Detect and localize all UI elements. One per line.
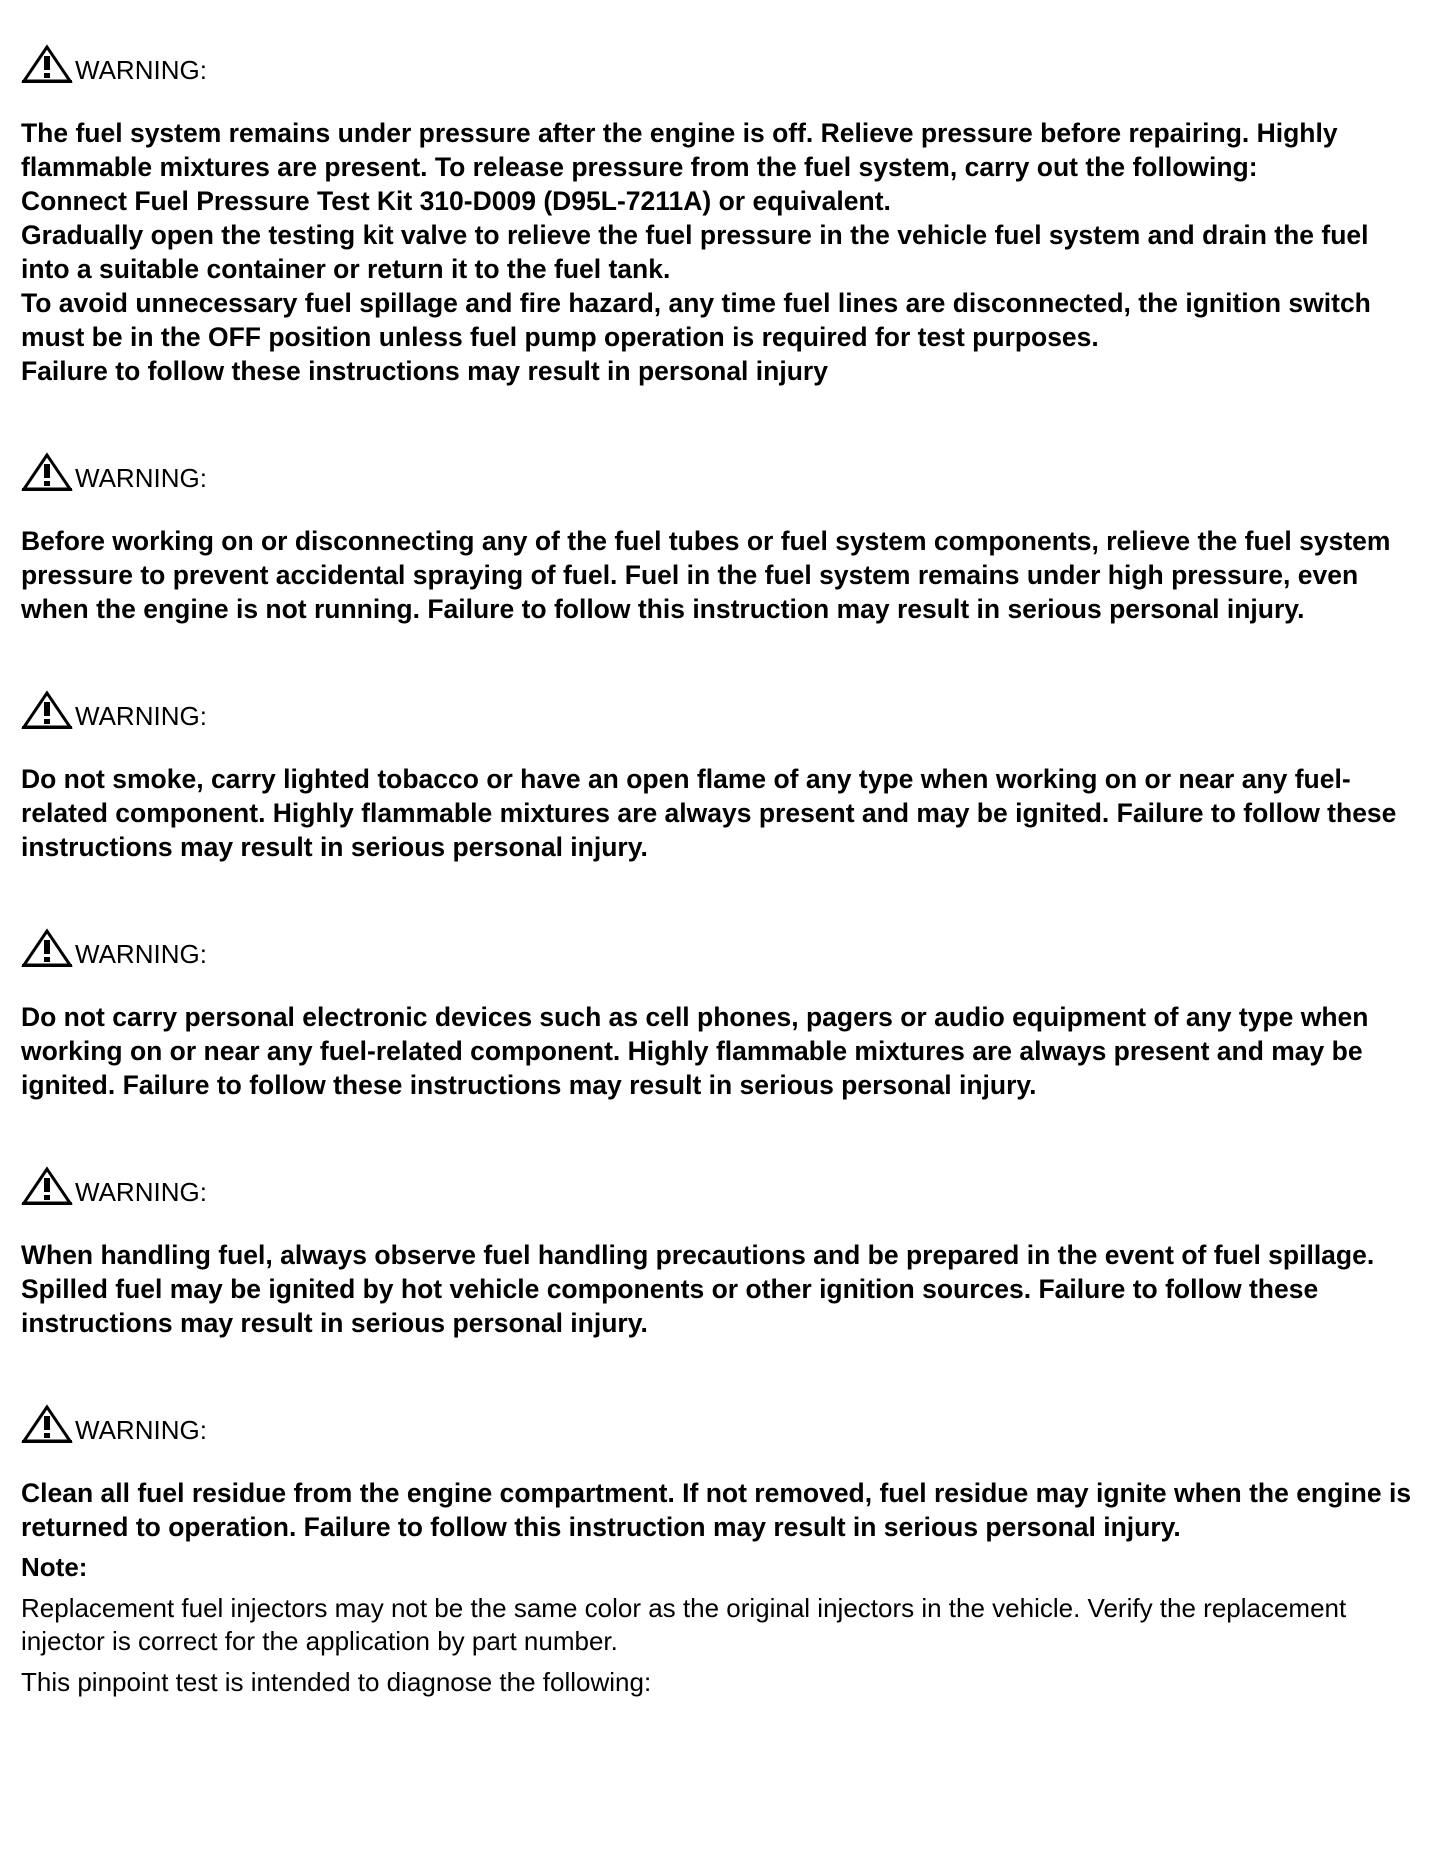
warning-line: Gradually open the testing kit valve to relieve the fuel pressure in the vehicle fuel system and drain the fuel into a suitable container or return it to the fuel tank. <box>21 220 1369 284</box>
warning-triangle-icon <box>21 690 73 730</box>
warning-header <box>21 1166 1421 1206</box>
warning-label: WARNING: <box>75 939 207 969</box>
warning-label: WARNING: <box>75 55 207 85</box>
warning-block <box>21 44 1421 388</box>
warning-label: WARNING: <box>75 701 207 731</box>
warning-text <box>21 1238 1421 1340</box>
warning-line: The fuel system remains under pressure after the engine is off. Relieve pressure before repairing. Highly flammable mixtures are present. To release pressure from the fuel system, carry out the following: <box>21 118 1338 182</box>
warning-label: WARNING: <box>75 1415 207 1445</box>
warning-triangle-icon <box>21 44 73 84</box>
warning-header <box>21 452 1421 492</box>
note-label: Note: <box>21 1552 88 1582</box>
warning-line: Before working on or disconnecting any of the fuel tubes or fuel system components, relieve the fuel system pressure to prevent accidental spraying of fuel. Fuel in the fuel system remains under high pressure, even when the engine is not running. Failure to follow this instruction may result in serious personal injury. <box>21 526 1391 624</box>
warning-text <box>21 762 1421 864</box>
warning-triangle-icon <box>21 1166 73 1206</box>
warning-header <box>21 928 1421 968</box>
warning-line: Do not carry personal electronic devices such as cell phones, pagers or audio equipment of any type when working on or near any fuel-related component. Highly flammable mixtures are always present and may be ignited. Failure to follow these instructions may result in serious personal injury. <box>21 1002 1369 1100</box>
warning-triangle-icon <box>21 452 73 492</box>
warning-text <box>21 1000 1421 1102</box>
warning-block <box>21 690 1421 864</box>
warning-header <box>21 1404 1421 1444</box>
note-text: Replacement fuel injectors may not be the same color as the original injectors in the vehicle. Verify the replacement injector is correct for the application by part number. <box>21 1593 1347 1656</box>
warning-block <box>21 452 1421 626</box>
warning-text <box>21 1476 1421 1544</box>
warning-triangle-icon <box>21 928 73 968</box>
warning-label: WARNING: <box>75 1177 207 1207</box>
warning-triangle-icon <box>21 1404 73 1444</box>
warning-label: WARNING: <box>75 463 207 493</box>
warning-line: Connect Fuel Pressure Test Kit 310-D009 (D95L-7211A) or equivalent. <box>21 186 891 216</box>
warning-block <box>21 928 1421 1102</box>
warning-line: When handling fuel, always observe fuel handling precautions and be prepared in the event of fuel spillage. Spilled fuel may be ignited by hot vehicle components or other ignition sources. Failure to follow these instructions may result in serious personal injury. <box>21 1240 1375 1338</box>
warning-header <box>21 44 1421 84</box>
pinpoint-intro: This pinpoint test is intended to diagnose the following: <box>21 1667 652 1697</box>
warning-text <box>21 524 1421 626</box>
warning-line: To avoid unnecessary fuel spillage and fire hazard, any time fuel lines are disconnected, the ignition switch must be in the OFF position unless fuel pump operation is required for test purposes. <box>21 288 1371 352</box>
warning-line: Clean all fuel residue from the engine compartment. If not removed, fuel residue may ignite when the engine is returned to operation. Failure to follow this instruction may result in serious personal injury. <box>21 1478 1412 1542</box>
warning-text <box>21 116 1421 388</box>
warning-line: Do not smoke, carry lighted tobacco or have an open flame of any type when working on or near any fuel-related component. Highly flammable mixtures are always present and may be ignited. Failure to follow these instructions may result in serious personal injury. <box>21 764 1397 862</box>
warning-header <box>21 690 1421 730</box>
warning-block <box>21 1404 1421 1544</box>
warning-block <box>21 1166 1421 1340</box>
warning-line: Failure to follow these instructions may result in personal injury <box>21 356 828 386</box>
